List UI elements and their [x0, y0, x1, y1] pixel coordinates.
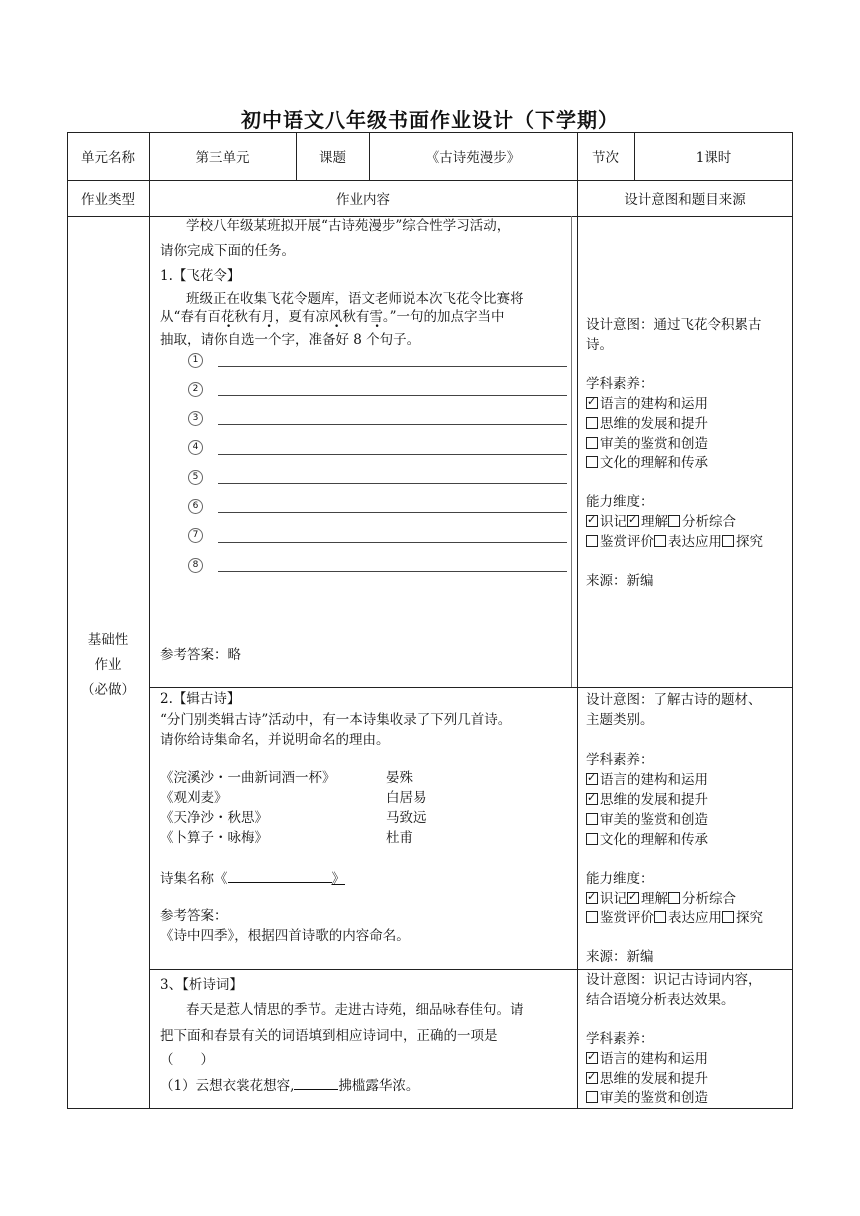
ability-label: 识记 — [600, 891, 627, 907]
answer-line[interactable] — [218, 483, 567, 484]
q3-item1-blank[interactable] — [294, 1075, 338, 1090]
intent1-line2: 诗。 — [586, 337, 613, 353]
answer-line[interactable] — [218, 366, 567, 367]
period-label: 节次 — [592, 150, 619, 166]
ability-label: 分析综合 — [682, 514, 736, 530]
checkbox-icon[interactable] — [586, 773, 598, 785]
col-header-type: 作业类型 — [81, 192, 135, 208]
line-number: 3 — [188, 411, 203, 426]
q2-answer: 《诗中四季》，根据四首诗歌的内容命名。 — [160, 928, 410, 944]
literacy-label: 思维的发展和提升 — [600, 416, 708, 432]
checkbox-icon[interactable] — [586, 833, 598, 845]
col-divider — [577, 132, 578, 1109]
literacy-label: 思维的发展和提升 — [600, 1071, 708, 1087]
literacy-label: 审美的鉴赏和创造 — [600, 1090, 708, 1106]
line-number: 1 — [188, 353, 203, 368]
intent3-line2: 结合语境分析表达效果。 — [586, 992, 735, 1008]
category-line2: 作业 — [94, 657, 122, 673]
line-number: 5 — [188, 470, 203, 485]
intent2-ability-row2 — [586, 908, 763, 928]
q1-body-line2 — [160, 307, 505, 327]
q1-heading: 1.【飞花令】 — [160, 268, 241, 284]
ability-label: 鉴赏评价 — [600, 534, 654, 550]
answer-line[interactable] — [218, 512, 567, 513]
intent1-literacy-item — [586, 414, 708, 434]
intent2-literacy-item — [586, 790, 708, 810]
answer-line[interactable] — [218, 395, 567, 396]
q1-inner-border — [571, 216, 572, 687]
col-header-intent: 设计意图和题目来源 — [624, 192, 746, 208]
literacy-label: 语言的建构和运用 — [600, 396, 708, 412]
line-number: 7 — [188, 528, 203, 543]
intent2-literacy-item — [586, 830, 708, 850]
dotted-char: 月 — [261, 309, 275, 325]
checkbox-icon[interactable] — [586, 1072, 598, 1084]
col-divider — [149, 132, 150, 1109]
checkbox-icon[interactable] — [586, 813, 598, 825]
poem-author: 杜甫 — [386, 830, 413, 846]
q1-body-line3: 抽取，请你自选一个字，准备好 8 个句子。 — [160, 332, 421, 348]
line-number: 2 — [188, 382, 203, 397]
poem-author: 白居易 — [386, 790, 427, 806]
row-divider — [149, 687, 793, 688]
checkbox-icon[interactable] — [586, 892, 598, 904]
intent3-literacy-item — [586, 1069, 708, 1089]
intent3-literacy-label: 学科素养： — [586, 1031, 654, 1047]
poem-title: 《浣溪沙・一曲新词酒一杯》 — [160, 770, 336, 786]
dotted-char: 风 — [328, 309, 343, 325]
q3-answer-paren[interactable]: （ ） — [160, 1052, 214, 1068]
intent2-ability-label: 能力维度： — [586, 871, 654, 887]
dotted-char: 花 — [220, 309, 235, 325]
checkbox-icon[interactable] — [654, 911, 666, 923]
literacy-label: 审美的鉴赏和创造 — [600, 812, 708, 828]
checkbox-icon[interactable] — [586, 1052, 598, 1064]
unit-name-label: 单元名称 — [81, 150, 135, 166]
ability-label: 鉴赏评价 — [600, 910, 654, 926]
q3-item1 — [160, 1075, 419, 1096]
intent1-literacy-item — [586, 394, 708, 414]
ability-label: 表达应用 — [668, 534, 722, 550]
collection-name-close: 》 — [331, 871, 345, 887]
ability-label: 理解 — [641, 891, 668, 907]
row-divider — [67, 180, 793, 181]
collection-name-blank[interactable] — [228, 868, 332, 883]
q1-body-text: 秋有 — [342, 309, 370, 325]
q3-body-line1: 春天是惹人情思的季节。走进古诗苑，细品咏春佳句。请 — [186, 1002, 524, 1018]
checkbox-icon[interactable] — [586, 515, 598, 527]
ability-label: 探究 — [736, 534, 763, 550]
q1-body-text: 秋有 — [234, 309, 262, 325]
intent2-line1: 设计意图：了解古诗的题材、 — [586, 692, 762, 708]
col-header-content: 作业内容 — [336, 192, 390, 208]
checkbox-icon[interactable] — [627, 515, 639, 527]
ability-label: 表达应用 — [668, 910, 722, 926]
q1-body-text: 从“春有百 — [160, 309, 221, 325]
intent3-literacy-item — [586, 1088, 708, 1108]
answer-line[interactable] — [218, 424, 567, 425]
checkbox-icon[interactable] — [586, 1091, 598, 1103]
answer-line[interactable] — [218, 542, 567, 543]
ability-label: 识记 — [600, 514, 627, 530]
intent1-ability-row2 — [586, 532, 763, 552]
lesson-value: 《古诗苑漫步》 — [425, 150, 521, 166]
q3-item1-text: 拂槛露华浓。 — [338, 1078, 420, 1094]
lesson-label: 课题 — [319, 150, 346, 166]
collection-name-field — [160, 868, 345, 889]
poem-title: 《卜算子・咏梅》 — [160, 830, 268, 846]
checkbox-icon[interactable] — [722, 911, 734, 923]
checkbox-icon[interactable] — [722, 535, 734, 547]
ability-label: 分析综合 — [682, 891, 736, 907]
q1-intro-line1: 学校八年级某班拟开展“古诗苑漫步”综合性学习活动， — [186, 218, 511, 234]
checkbox-icon[interactable] — [586, 437, 598, 449]
period-value: 1课时 — [695, 150, 732, 166]
intent2-line2: 主题类别。 — [586, 712, 654, 728]
q2-body-line2: 请你给诗集命名，并说明命名的理由。 — [160, 732, 390, 748]
intent2-literacy-label: 学科素养： — [586, 752, 654, 768]
ability-label: 理解 — [641, 514, 668, 530]
q1-body-text: ，夏有凉 — [274, 309, 329, 325]
poem-title: 《天净沙・秋思》 — [160, 810, 268, 826]
collection-name-label: 诗集名称《 — [160, 871, 228, 887]
intent3-line1: 设计意图：识记古诗词内容， — [586, 972, 762, 988]
intent1-ability-row1 — [586, 512, 736, 532]
answer-line[interactable] — [218, 454, 567, 455]
line-number: 8 — [188, 558, 203, 573]
dotted-char: 雪 — [369, 309, 383, 325]
q1-intro-line2: 请你完成下面的任务。 — [160, 243, 295, 259]
poem-title: 《观刈麦》 — [160, 790, 228, 806]
intent1-ability-label: 能力维度： — [586, 494, 654, 510]
intent2-literacy-item — [586, 770, 708, 790]
literacy-label: 语言的建构和运用 — [600, 1051, 708, 1067]
intent3-literacy-item — [586, 1049, 708, 1069]
page-title: 初中语文八年级书面作业设计（下学期） — [241, 108, 619, 132]
poem-author: 晏殊 — [386, 770, 413, 786]
line-number: 4 — [188, 440, 203, 455]
intent1-source: 来源：新编 — [586, 573, 654, 589]
checkbox-icon[interactable] — [586, 417, 598, 429]
intent1-literacy-item — [586, 453, 708, 473]
checkbox-icon[interactable] — [586, 456, 598, 468]
q3-item1-text: （1）云想衣裳花想容, — [160, 1078, 295, 1094]
checkbox-icon[interactable] — [586, 397, 598, 409]
literacy-label: 语言的建构和运用 — [600, 772, 708, 788]
intent1-literacy-item — [586, 434, 708, 454]
checkbox-icon[interactable] — [586, 911, 598, 923]
poem-author: 马致远 — [386, 810, 427, 826]
intent2-source: 来源：新编 — [586, 949, 654, 965]
q3-heading: 3、【析诗词】 — [160, 977, 243, 993]
category-line3: （必做） — [81, 682, 135, 698]
q2-body-line1: “分门别类辑古诗”活动中，有一本诗集收录了下列几首诗。 — [160, 712, 512, 728]
q1-answer: 参考答案：略 — [160, 647, 241, 663]
q1-body-line1: 班级正在收集飞花令题库，语文老师说本次飞花令比赛将 — [186, 291, 524, 307]
checkbox-icon[interactable] — [668, 892, 680, 904]
checkbox-icon[interactable] — [627, 892, 639, 904]
literacy-label: 文化的理解和传承 — [600, 832, 708, 848]
category-line1: 基础性 — [87, 632, 129, 648]
unit-name-value: 第三单元 — [195, 150, 250, 166]
literacy-label: 审美的鉴赏和创造 — [600, 436, 708, 452]
intent2-literacy-item — [586, 810, 708, 830]
literacy-label: 文化的理解和传承 — [600, 455, 708, 471]
checkbox-icon[interactable] — [586, 793, 598, 805]
checkbox-icon[interactable] — [668, 515, 680, 527]
q3-body-line2: 把下面和春景有关的词语填到相应诗词中，正确的一项是 — [160, 1028, 498, 1044]
answer-line[interactable] — [218, 571, 567, 572]
literacy-label: 思维的发展和提升 — [600, 792, 708, 808]
checkbox-icon[interactable] — [586, 535, 598, 547]
q2-heading: 2.【辑古诗】 — [160, 691, 241, 707]
intent1-literacy-label: 学科素养： — [586, 376, 654, 392]
checkbox-icon[interactable] — [654, 535, 666, 547]
q1-body-text: 。”一句的加点字当中 — [382, 309, 505, 325]
line-number: 6 — [188, 499, 203, 514]
q2-answer-label: 参考答案： — [160, 908, 228, 924]
intent1-line1: 设计意图：通过飞花令积累古 — [586, 317, 762, 333]
intent2-ability-row1 — [586, 889, 736, 909]
ability-label: 探究 — [736, 910, 763, 926]
